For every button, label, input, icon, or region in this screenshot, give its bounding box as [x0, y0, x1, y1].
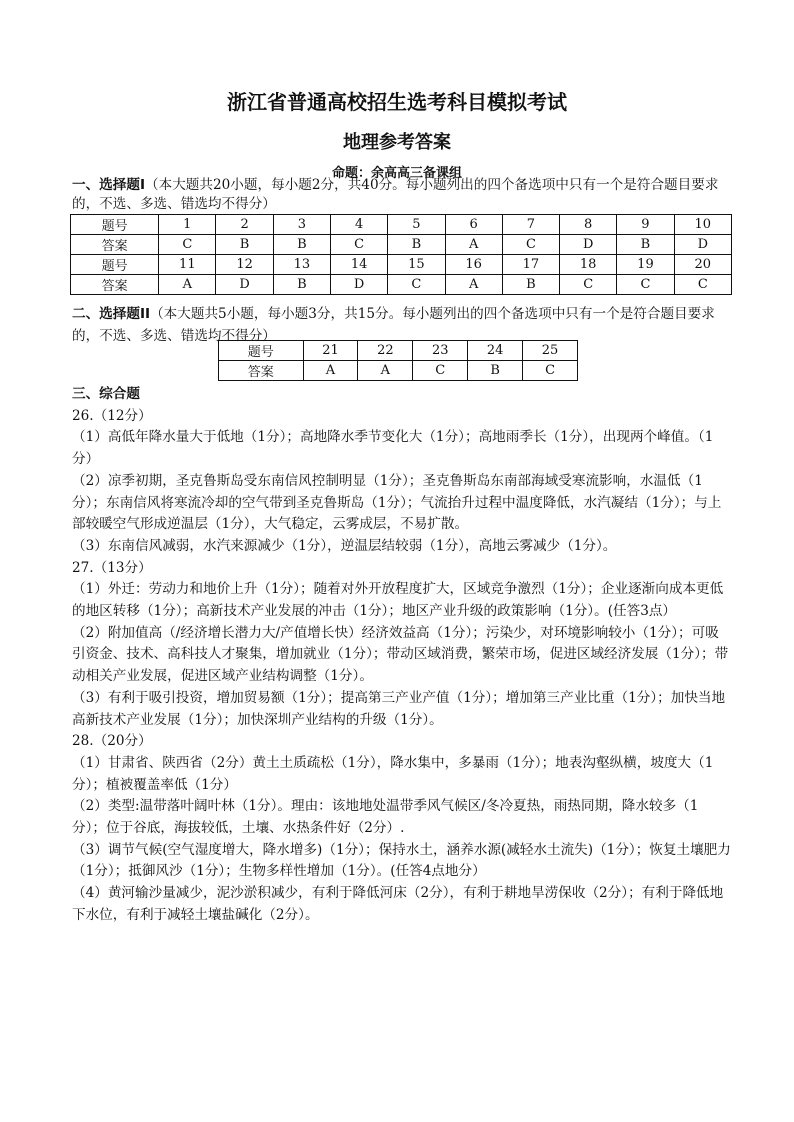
- section1-desc: （本大题共20小题，每小题2分，共40分。每小题列出的四个备选项中只有一个是符合题目要求的，不选、多选、错选均不得分）: [72, 177, 719, 212]
- row-header-cell: 题号: [71, 255, 159, 275]
- question-title-q28: 28.（20分）: [72, 733, 152, 750]
- table-cell: A: [358, 361, 413, 381]
- table-cell: A: [445, 235, 502, 255]
- table-cell: D: [330, 275, 387, 295]
- table-cell: 9: [617, 215, 674, 235]
- table-cell: B: [273, 235, 330, 255]
- doc-subtitle: 地理参考答案: [343, 132, 451, 153]
- table-cell: 19: [617, 255, 674, 275]
- question-title-q27: 27.（13分）: [72, 559, 152, 576]
- table-cell: C: [159, 235, 216, 255]
- table-cell: A: [159, 275, 216, 295]
- table-cell: C: [388, 275, 445, 295]
- table-cell: A: [303, 361, 358, 381]
- table-cell: D: [560, 235, 617, 255]
- table-cell: 4: [330, 215, 387, 235]
- table-cell: 16: [445, 255, 502, 275]
- section2-desc: （本大题共5小题，每小题3分，共15分。每小题列出的四个备选项中只有一个是符合题目要求的，不选、多选、错选均不得分）: [72, 306, 715, 344]
- table-cell: 12: [216, 255, 273, 275]
- answer-item: （2）类型:温带落叶阔叶林（1分）。理由：该地地处温带季风气候区/冬冷夏热，雨热同期，降水较多（1分）；位于谷底，海拔较低，土壤、水热条件好（2分）.: [72, 798, 699, 837]
- table-cell: B: [388, 235, 445, 255]
- answer-item: （2）附加值高（/经济增长潜力大/产值增长快）经济效益高（1分）；污染少，对环境影响较小（1分）；可吸引资金、技术、高科技人才聚集，增加就业（1分）；带动区域消费，繁荣市场，促进区域经济发展（1分）；带动相关产业发展，促进区域产业结构调整（1分）。: [72, 624, 729, 685]
- answer-item: （3）东南信风减弱，水汽来源减少（1分），逆温层结较弱（1分），高地云雾减少（1分）。: [72, 537, 617, 554]
- table-cell: B: [617, 235, 674, 255]
- row-header-cell: 答案: [219, 361, 304, 381]
- table-cell: 20: [674, 255, 731, 275]
- doc-author: 命题：余高高三备课组: [331, 166, 462, 181]
- answer-item: （1）外迁：劳动力和地价上升（1分）；随着对外开放程度扩大，区域竞争激烈（1分）；企业逐渐向成本更低的地区转移（1分）；高新技术产业发展的冲击（1分）；地区产业升级的政策影响（1分）。(任答3点）: [72, 581, 724, 620]
- section3-heading: 三、综合题: [72, 386, 140, 402]
- table-cell: 10: [674, 215, 731, 235]
- answer-item: （3）有利于吸引投资，增加贸易额（1分）；提高第三产业产值（1分）；增加第三产业比重（1分）；加快当地高新技术产业发展（1分）；加快深圳产业结构的升级（1分）。: [72, 689, 726, 728]
- table-cell: B: [216, 235, 273, 255]
- question-title-q26: 26.（12分）: [72, 407, 152, 424]
- section1-intro: [72, 176, 732, 214]
- table-cell: 22: [358, 341, 413, 361]
- table-cell: C: [502, 235, 559, 255]
- table-cell: C: [617, 275, 674, 295]
- table-cell: 3: [273, 215, 330, 235]
- section3: [72, 384, 732, 927]
- answer-item: （4）黄河输沙量减少，泥沙淤积减少，有利于降低河床（2分），有利于耕地旱涝保收（2分）；有利于降低地下水位，有利于减轻土壤盐碱化（2分）。: [72, 885, 724, 923]
- section1-heading: 一、选择题Ⅰ: [72, 177, 146, 193]
- answer-item: （3）调节气候(空气湿度增大，降水增多)（1分）；保持水土，涵养水源(减轻水土流失)（1分）；恢复土壤肥力（1分）；抵御风沙（1分）；生物多样性增加（1分）。(任答4点地分）: [72, 841, 731, 880]
- table-cell: 15: [388, 255, 445, 275]
- table-cell: 14: [330, 255, 387, 275]
- row-header-cell: 答案: [71, 235, 159, 255]
- table-cell: B: [468, 361, 523, 381]
- table-cell: 8: [560, 215, 617, 235]
- table-cell: 17: [502, 255, 559, 275]
- table-cell: C: [560, 275, 617, 295]
- table-cell: 21: [303, 341, 358, 361]
- doc-title: 浙江省普通高校招生选考科目模拟考试: [227, 90, 567, 114]
- table-row: [71, 275, 732, 295]
- row-header-cell: 题号: [71, 215, 159, 235]
- table-cell: D: [216, 275, 273, 295]
- row-header-cell: 答案: [71, 275, 159, 295]
- section2-answer-table: [218, 340, 578, 381]
- table-cell: 24: [468, 341, 523, 361]
- row-header-cell: 题号: [219, 341, 304, 361]
- table-cell: B: [273, 275, 330, 295]
- section2-heading: 二、选择题II: [72, 306, 151, 322]
- table-cell: 2: [216, 215, 273, 235]
- table-cell: 23: [413, 341, 468, 361]
- table-cell: 11: [159, 255, 216, 275]
- table-row: [219, 341, 578, 361]
- table-cell: 18: [560, 255, 617, 275]
- table-cell: D: [674, 235, 731, 255]
- answer-item: （2）凉季初期，圣克鲁斯岛受东南信风控制明显（1分）；圣克鲁斯岛东南部海域受寒流影响，水温低（1分）；东南信风将寒流冷却的空气带到圣克鲁斯岛（1分）；气流抬升过程中温度降低，水汽凝结（1分）；与上部较暖空气形成逆温层（1分），大气稳定，云雾成层，不易扩散。: [72, 472, 722, 533]
- table-cell: C: [330, 235, 387, 255]
- table-cell: C: [413, 361, 468, 381]
- table-row: [71, 255, 732, 275]
- table-cell: 5: [388, 215, 445, 235]
- table-cell: 6: [445, 215, 502, 235]
- table-row: [71, 235, 732, 255]
- table-cell: 13: [273, 255, 330, 275]
- table-cell: A: [445, 275, 502, 295]
- section1-answer-table: [70, 214, 732, 295]
- table-cell: 7: [502, 215, 559, 235]
- table-row: [219, 361, 578, 381]
- answer-item: （1）高低年降水量大于低地（1分）；高地降水季节变化大（1分）；高地雨季长（1分），出现两个峰值。（1分）: [72, 429, 714, 468]
- table-cell: B: [502, 275, 559, 295]
- table-cell: C: [674, 275, 731, 295]
- table-row: [71, 215, 732, 235]
- table-cell: 25: [523, 341, 578, 361]
- table-cell: 1: [159, 215, 216, 235]
- answer-item: （1）甘肃省、陕西省（2分）黄土土质疏松（1分），降水集中，多暴雨（1分）；地表沟壑纵横，坡度大（1分）；植被覆盖率低（1分）: [72, 754, 714, 793]
- table-cell: C: [523, 361, 578, 381]
